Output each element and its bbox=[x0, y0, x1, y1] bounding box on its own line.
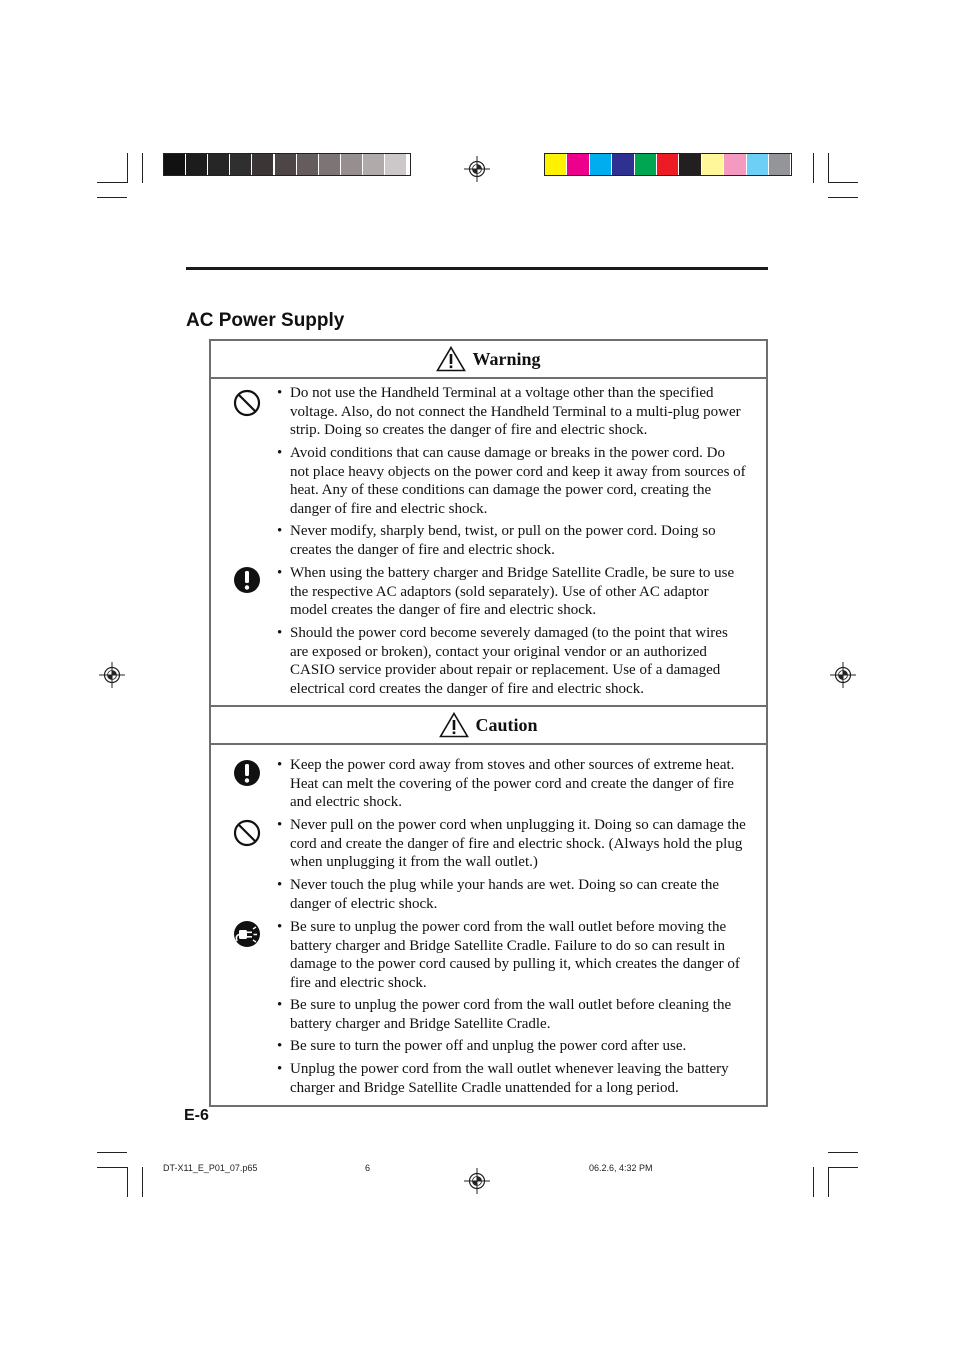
color-bar-frame bbox=[544, 153, 792, 176]
gray-bar-frame bbox=[163, 153, 411, 176]
list-item: • Be sure to unplug the power cord from the wall outlet before moving the battery charger and Bridge Satellite Cradle. Failure to do so can result in damage to the power cord caused by pulling it, which creates the danger of fire and electric shock. bbox=[277, 919, 740, 991]
mandatory-icon bbox=[233, 759, 261, 787]
list-item: • Be sure to turn the power off and unplug the power cord after use. bbox=[277, 1038, 687, 1054]
list-item: • When using the battery charger and Bridge Satellite Cradle, be sure to use the respective AC adaptors (sold separately). Use of other AC adaptor model creates the danger of fire and electric shock. bbox=[277, 565, 735, 618]
caution-header bbox=[211, 707, 766, 745]
footer-timestamp: 06.2.6, 4:32 PM bbox=[589, 1163, 653, 1173]
registration-mark-icon bbox=[99, 662, 125, 688]
prohibited-icon bbox=[233, 819, 261, 847]
unplug-icon bbox=[233, 920, 261, 948]
warning-triangle-icon bbox=[439, 712, 469, 738]
mandatory-icon bbox=[233, 566, 261, 594]
caution-title: Caution bbox=[475, 714, 538, 735]
prohibited-icon bbox=[233, 389, 261, 417]
list-item: • Never pull on the power cord when unplugging it. Doing so can damage the cord and create the danger of fire and electric shock. (Always hold the plug when unplugging it from the wall outlet.) bbox=[277, 817, 746, 870]
warning-box bbox=[209, 339, 768, 707]
registration-mark-icon bbox=[464, 1168, 490, 1194]
footer-page: 6 bbox=[365, 1163, 371, 1173]
registration-mark-icon bbox=[464, 156, 490, 182]
warning-header bbox=[211, 341, 766, 379]
list-item: • Be sure to unplug the power cord from the wall outlet before cleaning the battery charger and Bridge Satellite Cradle. bbox=[277, 997, 732, 1032]
list-item: • Never touch the plug while your hands are wet. Doing so can create the danger of electric shock. bbox=[277, 877, 720, 912]
registration-mark-icon bbox=[830, 662, 856, 688]
section-title: AC Power Supply bbox=[186, 310, 345, 331]
footer-filename: DT-X11_E_P01_07.p65 bbox=[163, 1163, 258, 1173]
list-item: • Keep the power cord away from stoves and other sources of extreme heat. Heat can melt the covering of the power cord and create the danger of fire and electric shock. bbox=[277, 757, 735, 810]
caution-box bbox=[209, 705, 768, 1107]
page-number: E-6 bbox=[184, 1107, 209, 1124]
list-item: • Avoid conditions that can cause damage or breaks in the power cord. Do not place heavy objects on the power cord and keep it away from sources of heat. Any of these conditions can damage the power cord, creating the danger of fire and electric shock. bbox=[277, 445, 746, 517]
list-item: • Should the power cord become severely damaged (to the point that wires are exposed or broken), contact your original vendor or an authorized CASIO service provider about repair or replacement. Use of a damaged electrical cord creates the danger of fire and electric shock. bbox=[277, 625, 728, 697]
list-item: • Unplug the power cord from the wall outlet whenever leaving the battery charger and Bridge Satellite Cradle unattended for a long period. bbox=[277, 1061, 729, 1096]
warning-title: Warning bbox=[472, 348, 541, 369]
warning-triangle-icon bbox=[436, 346, 466, 372]
list-item: • Do not use the Handheld Terminal at a voltage other than the specified voltage. Also, do not connect the Handheld Terminal to a multi-plug power strip. Doing so creates the danger of fire and electric shock. bbox=[277, 385, 741, 438]
header-rule bbox=[186, 267, 768, 270]
list-item: • Never modify, sharply bend, twist, or pull on the power cord. Doing so creates the danger of fire and electric shock. bbox=[277, 523, 716, 558]
